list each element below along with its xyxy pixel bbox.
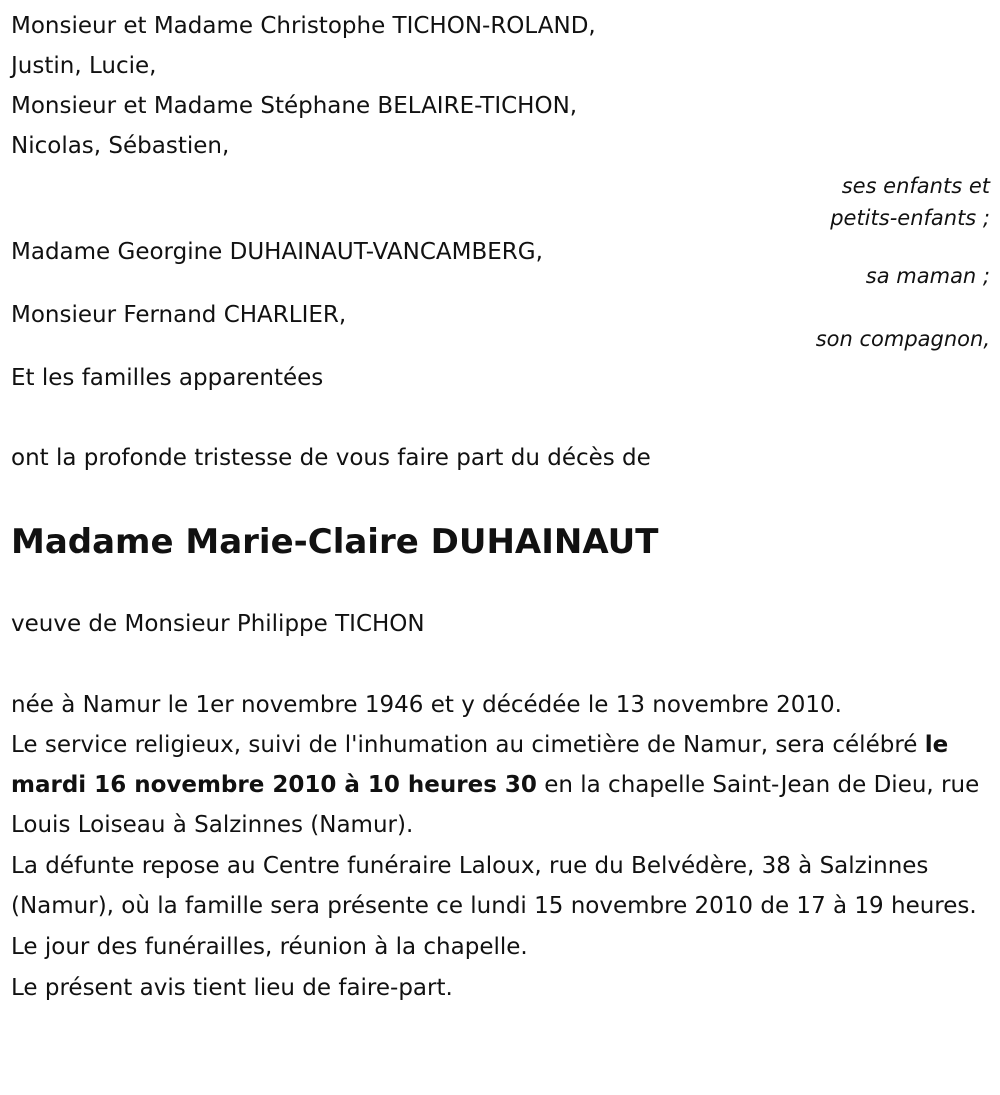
family-line-5: Madame Georgine DUHAINAUT-VANCAMBERG, xyxy=(11,239,543,265)
intro-text: ont la profonde tristesse de vous faire part du décès de xyxy=(11,445,651,471)
family-line-3: Monsieur et Madame Stéphane BELAIRE-TICHON, xyxy=(11,93,578,119)
notice-line: Le présent avis tient lieu de faire-part. xyxy=(11,975,453,1001)
family-line-1: Monsieur et Madame Christophe TICHON-ROLAND, xyxy=(11,13,596,39)
family-line-2: Justin, Lucie, xyxy=(11,53,157,79)
widow-of: veuve de Monsieur Philippe TICHON xyxy=(11,611,425,637)
deceased-name: Madame Marie-Claire DUHAINAUT xyxy=(11,522,659,562)
family-line-6: Monsieur Fernand CHARLIER, xyxy=(11,302,347,328)
family-line-4: Nicolas, Sébastien, xyxy=(11,133,230,159)
service-before: Le service religieux, suivi de l'inhumation au cimetière de Namur, sera célébré xyxy=(11,732,925,758)
role-children-2: petits-enfants ; xyxy=(830,206,990,230)
role-children-1: ses enfants et xyxy=(841,174,990,198)
rest-paragraph: La défunte repose au Centre funéraire Laloux, rue du Belvédère, 38 à Salzinnes (Namur), où la famille sera présente ce lundi 15 novembre 2010 de 17 à 19 heures. xyxy=(11,853,977,919)
funeral-day: Le jour des funérailles, réunion à la chapelle. xyxy=(11,934,528,960)
service-date: le mardi 16 novembre 2010 à 10 heures 30 xyxy=(11,732,949,798)
service-after: en la chapelle Saint-Jean de Dieu, rue Louis Loiseau à Salzinnes (Namur). xyxy=(11,772,980,838)
birth-death: née à Namur le 1er novembre 1946 et y décédée le 13 novembre 2010. xyxy=(11,692,842,718)
family-line-7: Et les familles apparentées xyxy=(11,365,324,391)
role-mother: sa maman ; xyxy=(865,264,990,288)
role-companion: son compagnon, xyxy=(815,327,990,351)
service-paragraph xyxy=(11,725,990,845)
